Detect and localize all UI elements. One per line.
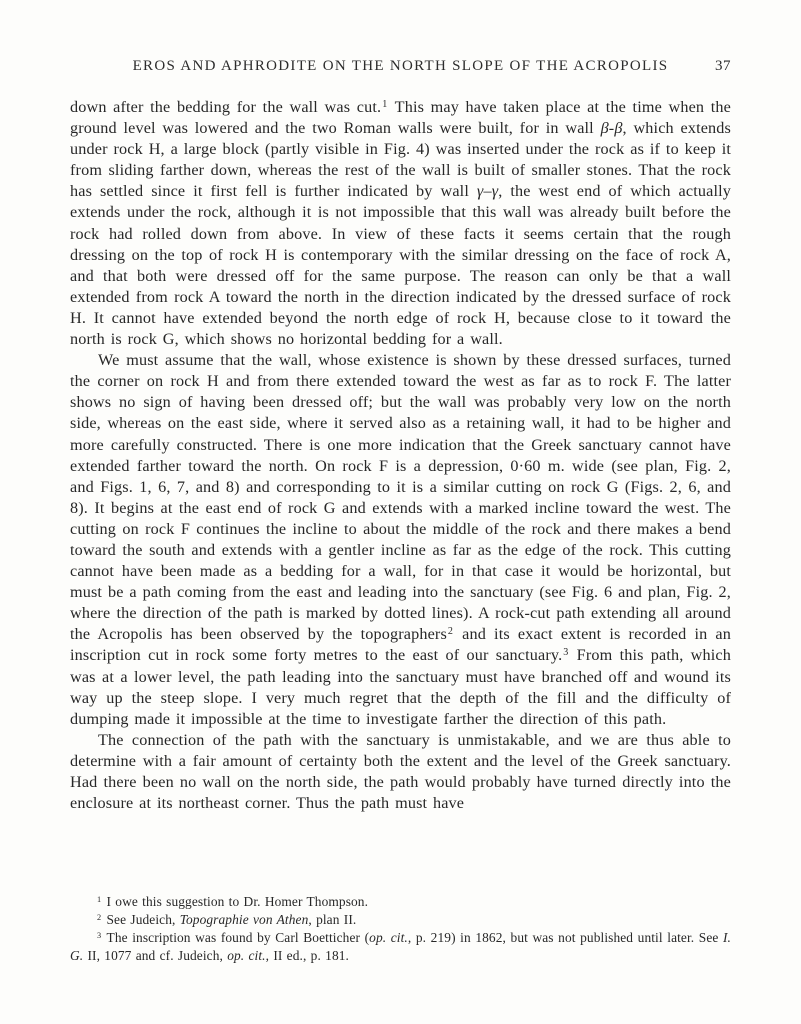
footnote-2: $^2$ See Judeich, Topographie von Athen, plan II. xyxy=(97,912,357,927)
paragraph-1: down after the bedding for the wall was cut.$^1$ This may have taken place at the time when the ground level was lowered and the two Roman walls were built, for in wall β-β, which extends under rock H, a large block (partly visible in Fig. 4) was inserted under the rock as if to keep it from sliding farther down, whereas the rest of the wall is built of smaller stones. That the rock has settled since it first fell is further indicated by wall γ–γ, the west end of which actually extends under the rock, although it is not impossible that this wall was already built before the rock had rolled down from above. In view of these facts it seems certain that the rough dressing on the top of rock H is contemporary with the similar dressing on the face of rock A, and that both were dressed off for the same purpose. The reason can only be that a wall extended from rock A toward the north in the direction indicated by the dressed surface of rock H. It cannot have extended beyond the north edge of rock H, because close to it toward the north is rock G, which shows no horizontal bedding for a wall. xyxy=(70,98,731,349)
footnote-1: $^1$ I owe this suggestion to Dr. Homer Thompson. xyxy=(97,894,369,909)
page-number: 37 xyxy=(715,58,731,74)
page-header xyxy=(70,58,731,75)
footnote-3: $^3$ The inscription was found by Carl Boetticher (op. cit., p. 219) in 1862, but was not published until later. See I. G. II, 1077 and cf. Judeich, op. cit., II ed., p. 181. xyxy=(70,930,731,963)
paragraph-2: We must assume that the wall, whose existence is shown by these dressed surfaces, turned the corner on rock H and from there extended toward the west as far as to rock F. The latter shows no sign of having been dressed off; but the wall was probably very low on the north side, whereas on the east side, where it served also as a retaining wall, it had to be higher and more carefully constructed. There is one more indication that the Greek sanctuary cannot have extended farther toward the north. On rock F is a depression, 0·60 m. wide (see plan, Fig. 2, and Figs. 1, 6, 7, and 8) and corresponding to it is a similar cutting on rock G (Figs. 2, 6, and 8). It begins at the east end of rock G and extends with a marked incline toward the west. The cutting on rock F continues the incline to about the middle of the rock and there makes a bend toward the south and extends with a gentler incline as far as the edge of the rock. This cutting cannot have been made as a bedding for a wall, for in that case it would be horizontal, but must be a path coming from the east and leading into the sanctuary (see Fig. 6 and plan, Fig. 2, where the direction of the path is marked by dotted lines). A rock-cut path extending all around the Acropolis has been observed by the topographers$^2$ and its exact extent is recorded in an inscription cut in rock some forty metres to the east of our sanctuary.$^3$ From this path, which was at a lower level, the path leading into the sanctuary must have branched off and wound its way up the steep slope. I very much regret that the depth of the fill and the difficulty of dumping made it impossible at the time to investigate farther the direction of this path. xyxy=(70,351,731,728)
footnotes-section xyxy=(70,893,731,965)
body-text xyxy=(70,97,731,814)
running-title: EROS AND APHRODITE ON THE NORTH SLOPE OF THE ACROPOLIS xyxy=(132,58,669,74)
paragraph-3: The connection of the path with the sanctuary is unmistakable, and we are thus able to determine with a fair amount of certainty both the extent and the level of the Greek sanctuary. Had there been no wall on the north side, the path would probably have turned directly into the enclosure at its northeast corner. Thus the path must have xyxy=(70,730,731,813)
